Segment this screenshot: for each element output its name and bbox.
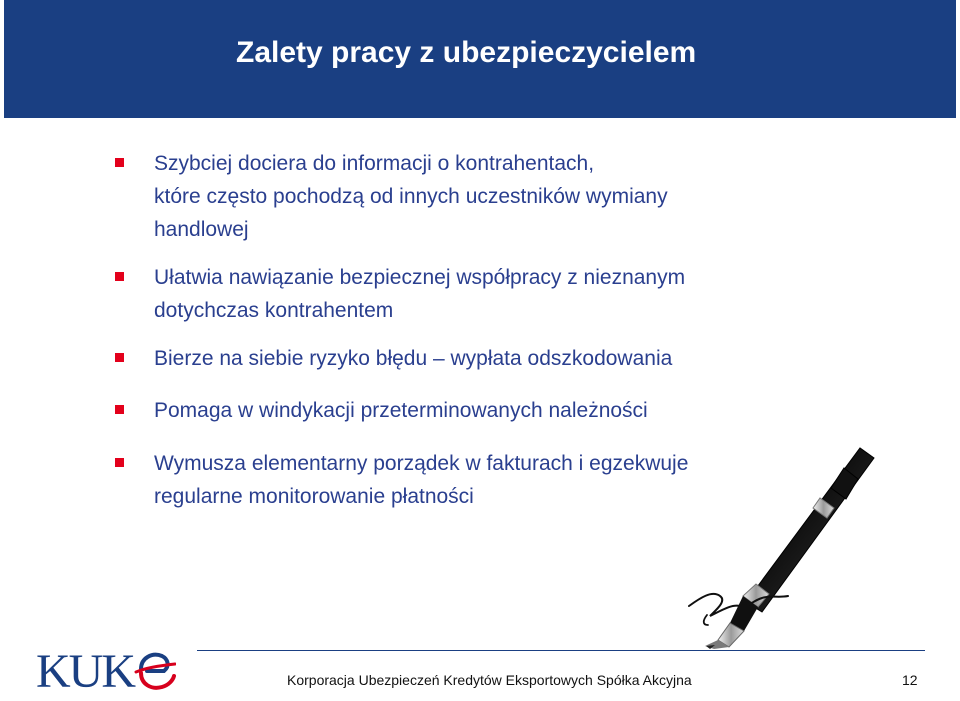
bullet-line: Wymusza elementarny porządek w fakturach i egzekwuje [154,452,689,475]
bullet-line: dotychczas kontrahentem [154,299,394,322]
square-bullet-icon [115,158,124,167]
svg-text:KUK: KUK [36,645,134,696]
square-bullet-icon [115,272,124,281]
bullet-line: Pomaga w windykacji przeterminowanych należności [154,399,648,422]
square-bullet-icon [115,353,124,362]
bullet-line: Szybciej dociera do informacji o kontrahentach, [154,152,595,175]
bullet-line: Ułatwia nawiązanie bezpiecznej współpracy z nieznanym [154,266,686,289]
bullet-item [154,147,794,246]
slide-title: Zalety pracy z ubezpieczycielem [236,36,697,69]
page-number: 12 [902,672,918,688]
bullet-line: Bierze na siebie ryzyko błędu – wypłata odszkodowania [154,347,673,370]
bullet-line: handlowej [154,218,249,241]
bullet-item [154,342,794,375]
footer-company: Korporacja Ubezpieczeń Kredytów Eksportowych Spółka Akcyjna [287,672,692,688]
bullet-line: które często pochodzą od innych uczestników wymiany [154,185,668,208]
footer-divider [197,650,925,651]
fountain-pen-icon [660,420,900,650]
square-bullet-icon [115,458,124,467]
bullet-line: regularne monitorowanie płatności [154,485,474,508]
bullet-item [154,261,794,327]
square-bullet-icon [115,405,124,414]
kuke-logo-icon [36,642,176,696]
